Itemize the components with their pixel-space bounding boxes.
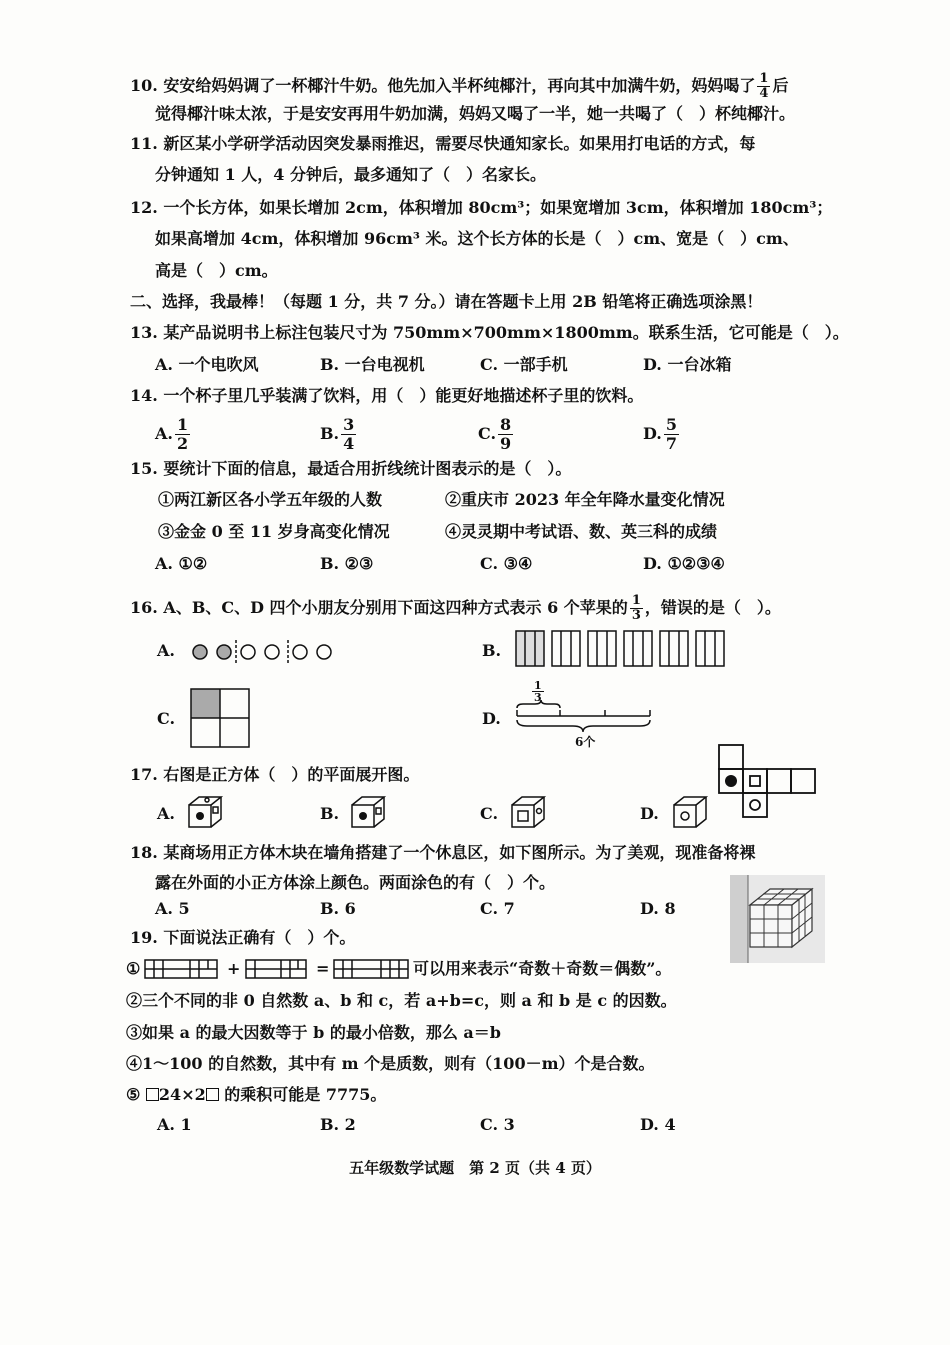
q16-label-b[interactable]: B. — [482, 641, 502, 660]
q16-d-total: 6个 — [575, 735, 596, 749]
q16-a-circles-figure — [190, 638, 340, 666]
q19-s1-plus: + — [227, 959, 241, 978]
q16-frac-den: 3 — [631, 608, 641, 623]
q19-s1-blocks-right — [333, 958, 411, 980]
q19-s1-label: ① — [126, 959, 141, 978]
q15-option-c[interactable]: C. ③④ — [480, 554, 533, 573]
q14-stem: 14. 一个杯子里几乎装满了饮料，用（ ）能更好地描述杯子里的饮料。 — [130, 386, 644, 405]
q10-text-a: 10. 安安给妈妈调了一杯椰汁牛奶。他先加入半杯纯椰汁，再向其中加满牛奶，妈妈喝了 — [130, 76, 756, 95]
q14-a-den: 2 — [176, 434, 189, 453]
section-2-heading: 二、选择，我最棒！（每题 1 分，共 7 分。）请在答题卡上用 2B 铅笔将正确选项涂黑！ — [130, 292, 763, 311]
q15-item-1: ①两江新区各小学五年级的人数 — [158, 490, 383, 509]
q16-stem — [130, 594, 781, 623]
q14-label-a: A. — [155, 424, 173, 443]
q17-label-b[interactable]: B. — [320, 804, 340, 823]
q15-stem: 15. 要统计下面的信息，最适合用折线统计图表示的是（ ）。 — [130, 459, 572, 478]
q19-statement-5 — [126, 1084, 386, 1106]
q16-label-a[interactable]: A. — [157, 641, 175, 660]
q13-stem: 13. 某产品说明书上标注包装尺寸为 750mm×700mm×1800mm。联系生活，它可能是（ ）。 — [130, 323, 849, 342]
q14-option-b[interactable] — [320, 416, 358, 453]
q18-option-d[interactable]: D. 8 — [640, 899, 676, 918]
q16-c-grid-figure — [190, 688, 252, 750]
q19-s1-blocks-middle — [245, 958, 309, 980]
q12-line1: 12. 一个长方体，如果长增加 2cm，体积增加 80cm³；如果宽增加 3cm，体积增加 180cm³； — [130, 198, 833, 217]
q17-a-cube-icon — [187, 795, 227, 829]
q18-option-b[interactable]: B. 6 — [320, 899, 356, 918]
blank-box-icon — [206, 1088, 219, 1101]
q19-option-d[interactable]: D. 4 — [640, 1115, 676, 1134]
q13-option-a[interactable]: A. 一个电吹风 — [155, 355, 259, 374]
q19-s5-text: 的乘积可能是 7775。 — [218, 1085, 387, 1104]
q17-stem: 17. 右图是正方体（ ）的平面展开图。 — [130, 765, 420, 784]
q10-line2: 觉得椰汁味太浓，于是安安再用牛奶加满，妈妈又喝了一半，她一共喝了（ ）杯纯椰汁。 — [155, 104, 796, 123]
q17-label-a[interactable]: A. — [157, 804, 175, 823]
q18-option-c[interactable]: C. 7 — [480, 899, 515, 918]
q10-line1 — [130, 72, 788, 101]
q16-b-bars-figure — [515, 630, 730, 668]
q19-statement-3: ③如果 a 的最大因数等于 b 的最小倍数，那么 a＝b — [126, 1023, 501, 1042]
q17-label-d[interactable]: D. — [640, 804, 659, 823]
q16-stem-a: 16. A、B、C、D 四个小朋友分别用下面这四种方式表示 6 个苹果的 — [130, 598, 628, 617]
q16-d-num: 1 — [534, 679, 542, 692]
q14-option-a[interactable] — [155, 416, 192, 453]
q15-item-4: ④灵灵期中考试语、数、英三科的成绩 — [445, 522, 718, 541]
q10-text-b: 后 — [772, 76, 789, 95]
q11-line2: 分钟通知 1 人，4 分钟后，最多通知了（ ）名家长。 — [155, 165, 546, 184]
q14-label-c: C. — [478, 424, 497, 443]
q11-line1: 11. 新区某小学研学活动因突发暴雨推迟，需要尽快通知家长。如果用打电话的方式，每 — [130, 134, 756, 153]
q14-label-d: D. — [643, 424, 662, 443]
q14-option-c[interactable] — [478, 416, 515, 453]
q19-stem: 19. 下面说法正确有（ ）个。 — [130, 928, 356, 947]
q19-s1-equals: = — [316, 959, 330, 978]
q17-cube-net-figure — [717, 743, 821, 819]
q15-item-3: ③金金 0 至 11 岁身高变化情况 — [158, 522, 390, 541]
q15-item-2: ②重庆市 2023 年全年降水量变化情况 — [445, 490, 725, 509]
q14-d-num: 5 — [665, 415, 678, 434]
q19-s5-expr: 24×2 — [158, 1085, 206, 1104]
q19-option-c[interactable]: C. 3 — [480, 1115, 515, 1134]
blank-box-icon — [146, 1088, 159, 1101]
q12-line3: 高是（ ）cm。 — [155, 261, 278, 280]
q14-label-b: B. — [320, 424, 340, 443]
q16-label-c[interactable]: C. — [157, 709, 176, 728]
q19-option-a[interactable]: A. 1 — [157, 1115, 192, 1134]
q17-c-cube-icon — [510, 795, 550, 829]
q14-c-den: 9 — [500, 434, 512, 453]
q19-statement-1 — [126, 958, 140, 980]
q14-b-den: 4 — [343, 434, 355, 453]
q17-b-cube-icon — [350, 795, 390, 829]
q14-option-d[interactable] — [643, 416, 681, 453]
q16-label-d[interactable]: D. — [482, 709, 501, 728]
q10-frac-num: 1 — [759, 71, 769, 86]
q19-option-b[interactable]: B. 2 — [320, 1115, 356, 1134]
q18-line1: 18. 某商场用正方体木块在墙角搭建了一个休息区，如下图所示。为了美观，现准备将裸 — [130, 843, 756, 862]
q16-d-fraction — [530, 680, 546, 703]
q19-s5-label: ⑤ — [126, 1085, 141, 1104]
q19-s1-text: 可以用来表示“奇数＋奇数＝偶数”。 — [413, 959, 672, 978]
q12-line2: 如果高增加 4cm，体积增加 96cm³ 米。这个长方体的长是（ ）cm、宽是（ ）cm、 — [155, 229, 799, 248]
q19-s1-blocks-left — [144, 958, 220, 980]
q14-d-den: 7 — [665, 434, 678, 453]
q15-option-b[interactable]: B. ②③ — [320, 554, 374, 573]
q13-option-d[interactable]: D. 一台冰箱 — [643, 355, 732, 374]
q19-statement-4: ④1～100 的自然数，其中有 m 个是质数，则有（100－m）个是合数。 — [126, 1054, 655, 1073]
q18-line2: 露在外面的小正方体涂上颜色。两面涂色的有（ ）个。 — [155, 873, 556, 892]
q18-option-a[interactable]: A. 5 — [155, 899, 190, 918]
page-footer: 五年级数学试题 第 2 页（共 4 页） — [349, 1159, 601, 1177]
q10-fraction — [757, 72, 770, 101]
q16-d-den: 3 — [534, 691, 542, 704]
q15-option-a[interactable]: A. ①② — [155, 554, 208, 573]
q17-label-c[interactable]: C. — [480, 804, 499, 823]
q19-statement-2: ②三个不同的非 0 自然数 a、b 和 c，若 a+b=c，则 a 和 b 是 c 的因数。 — [126, 991, 677, 1010]
q14-a-num: 1 — [176, 415, 189, 434]
q16-stem-b: ，错误的是（ ）。 — [644, 598, 781, 617]
q14-c-num: 8 — [500, 415, 512, 434]
q13-option-c[interactable]: C. 一部手机 — [480, 355, 568, 374]
q18-corner-blocks-figure — [730, 875, 825, 963]
q14-b-num: 3 — [343, 415, 355, 434]
q13-option-b[interactable]: B. 一台电视机 — [320, 355, 425, 374]
q15-option-d[interactable]: D. ①②③④ — [643, 554, 725, 573]
q16-frac-num: 1 — [631, 593, 641, 608]
q10-frac-den: 4 — [759, 86, 769, 101]
q17-d-cube-icon — [672, 795, 712, 829]
